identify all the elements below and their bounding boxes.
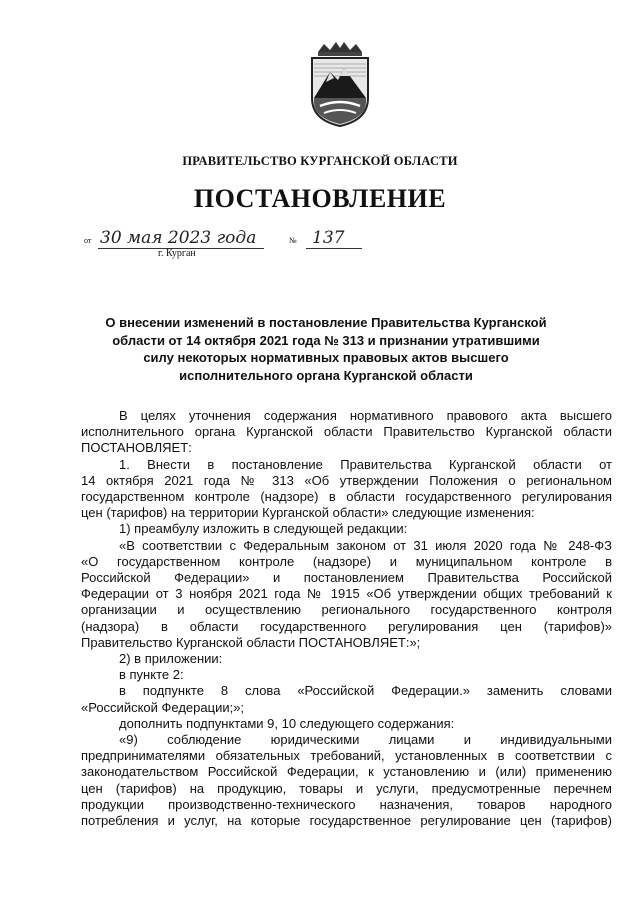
body-line: потребления и услуг, на которые государственное регулирование цен (тарифов) (81, 813, 612, 829)
organization-name: ПРАВИТЕЛЬСТВО КУРГАНСКОЙ ОБЛАСТИ (182, 154, 458, 168)
body-line: 2) в приложении: (119, 651, 223, 667)
body-line: ПОСТАНОВЛЯЕТ: (81, 440, 192, 456)
body-line: продукции производственно-технического назначения, товаров народного (81, 796, 612, 812)
body-line: исполнительного органа Курганской области Правительство Курганской области (81, 424, 612, 440)
body-line: законодательством Российской Федерации, к установлению и (или) применению (81, 764, 612, 780)
body-line: государственном контроле (надзоре) в области государственного регулирования (81, 489, 612, 505)
body-line: «О государственном контроле (надзоре) и муниципальном контроле в (81, 553, 612, 569)
document-date: 30 мая 2023 года (98, 228, 264, 249)
body-line: «9) соблюдение юридическими лицами и индивидуальными (119, 732, 612, 748)
document-type-heading: ПОСТАНОВЛЕНИЕ (193, 184, 447, 213)
body-line: цен (тарифов) на продукцию, товары и услуги, предусмотренные перечнем (81, 780, 612, 796)
body-line: предпринимателями обязательных требований, установленных в соответствии с (81, 748, 612, 764)
body-line: (надзора) в области государственного регулирования цен (тарифов)» (81, 618, 612, 634)
number-prefix: № (289, 236, 297, 245)
date-prefix: от (84, 236, 92, 245)
body-line: «Российской Федерации;»; (81, 699, 245, 715)
body-line: 14 октября 2021 года № 313 «Об утверждении Положения о региональном (81, 472, 612, 488)
body-line: организации и осуществлению регионального государственного контроля (81, 602, 612, 618)
kurgan-coat-of-arms-icon (304, 42, 376, 128)
body-line: дополнить подпунктами 9, 10 следующего содержания: (119, 715, 455, 731)
body-line: Российской Федерации» и постановлением Правительства Российской (81, 570, 612, 586)
body-line: В целях уточнения содержания нормативного правового акта высшего (119, 408, 612, 423)
body-line: в пункте 2: (119, 667, 184, 683)
document-title: О внесении изменений в постановление Правительства Курганской области от 14 октября 2021 года № 313 и признании утратившими силу некоторых нормативных правовых актов высшего исполнительного органа Курганской области (105, 315, 547, 383)
body-line: Федерации от 3 ноября 2021 года № 1915 «Об утверждении общих требований к (81, 586, 612, 602)
body-line: 1. Внести в постановление Правительства Курганской области от (119, 456, 612, 472)
document-body (81, 408, 612, 829)
body-line: «В соответствии с Федеральным законом от 31 июля 2020 года № 248-ФЗ (119, 537, 612, 553)
body-line: в подпункте 8 слова «Российской Федерации.» заменить словами (119, 683, 612, 699)
body-line: цен (тарифов) на территории Курганской области» следующие изменения: (81, 505, 535, 521)
body-line: Правительство Курганской области ПОСТАНОВЛЯЕТ:»; (81, 634, 421, 650)
body-line: 1) преамбулу изложить в следующей редакции: (119, 521, 408, 537)
document-number: 137 (306, 228, 362, 249)
document-city: г. Курган (158, 248, 196, 259)
